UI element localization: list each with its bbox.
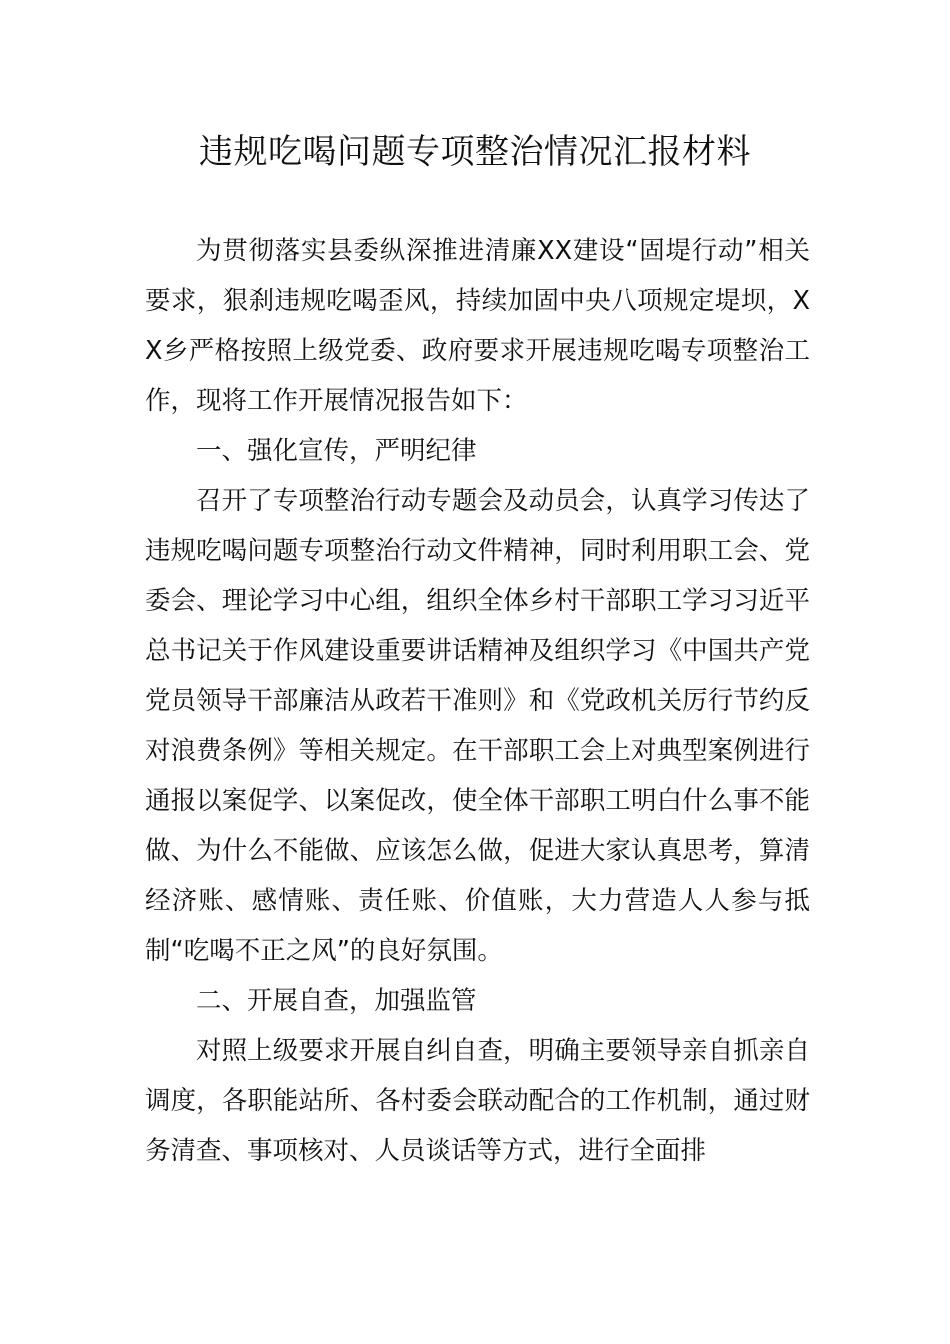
document-title: 违规吃喝问题专项整治情况汇报材料 [199, 132, 751, 172]
section-heading-2: 二、开展自查，加强监管 [196, 986, 477, 1016]
document-body [145, 226, 810, 1176]
paragraph-section-2: 对照上级要求开展自纠自查，明确主要领导亲自抓亲自调度，各职能站所、各村委会联动配合的工作机制，通过财务清查、事项核对、人员谈话等方式，进行全面排 [145, 1036, 810, 1166]
section-heading-1: 一、强化宣传，严明纪律 [196, 436, 477, 466]
paragraph-intro: 为贯彻落实县委纵深推进清廉XX建设“固堤行动”相关要求，狠刹违规吃喝歪风，持续加固中央八项规定堤坝，XX乡严格按照上级党委、政府要求开展违规吃喝专项整治工作，现将工作开展情况报告如下： [145, 236, 810, 416]
paragraph-section-1: 召开了专项整治行动专题会及动员会，认真学习传达了违规吃喝问题专项整治行动文件精神，同时利用职工会、党委会、理论学习中心组，组织全体乡村干部职工学习习近平总书记关于作风建设重要讲话精神及组织学习《中国共产党党员领导干部廉洁从政若干准则》和《党政机关厉行节约反对浪费条例》等相关规定。在干部职工会上对典型案例进行通报以案促学、以案促改，使全体干部职工明白什么事不能做、为什么不能做、应该怎么做，促进大家认真思考，算清经济账、感情账、责任账、价值账，大力营造人人参与抵制“吃喝不正之风”的良好氛围。 [145, 486, 810, 966]
